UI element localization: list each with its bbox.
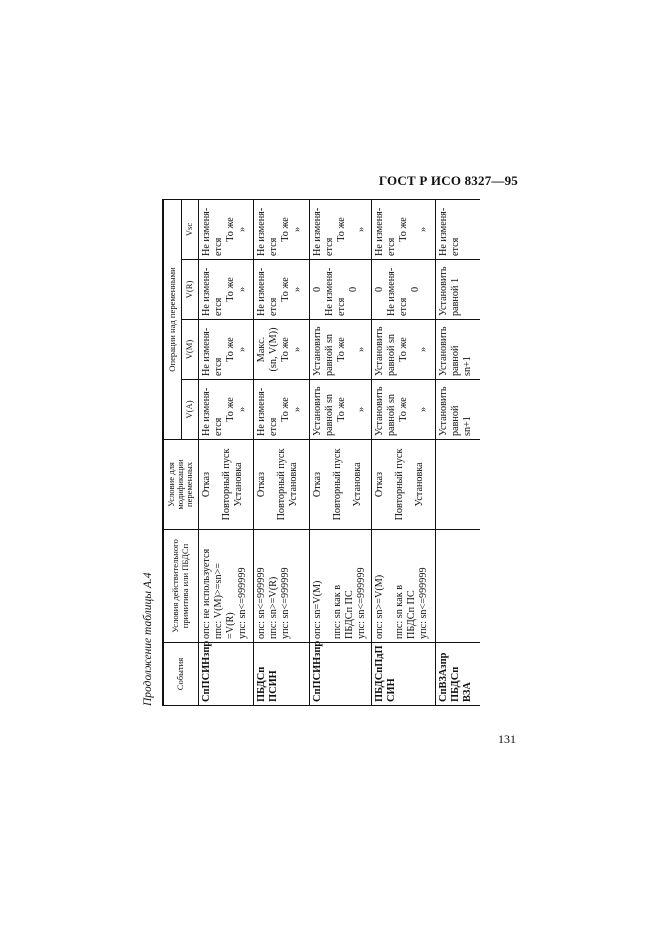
vsc-cell: Не изменя- ется То же » (198, 199, 253, 259)
event-cell: СпПСИНзпр (198, 643, 253, 706)
table-row (309, 199, 371, 705)
conditions-cell: опс: sn<=999999 ппс: sn>=V(R) упс: sn<=999999 (253, 530, 309, 643)
vsc-cell: Не изменя- ется То же » (309, 199, 371, 259)
event-cell: СпВЗАзпр ПБДСп ВЗА (435, 643, 480, 706)
variables-table (162, 199, 480, 706)
col-header-vsc: Vsc (181, 199, 198, 259)
vr-cell: 0 Не изменя- ется 0 (309, 260, 371, 320)
va-cell: Не изменя- ется То же » (253, 380, 309, 440)
vr-cell: 0 Не изменя- ется 0 (371, 260, 435, 320)
va-cell: Установить равной sn То же » (371, 380, 435, 440)
va-cell: Установить равной sn То же » (309, 380, 371, 440)
modification-cell: Отказ Повторный пуск Установка (309, 440, 371, 530)
vm-cell: Макс. (sn, V(M)) То же » (253, 320, 309, 380)
col-header-conditions: Условия действительного примитива или ПБДСп (163, 530, 198, 643)
page-number: 131 (498, 732, 516, 746)
modification-cell: Отказ Повторный пуск Установка (198, 440, 253, 530)
vsc-cell: Не изменя- ется То же » (253, 199, 309, 259)
modification-cell (435, 440, 480, 530)
standard-header: ГОСТ Р ИСО 8327—95 (378, 173, 518, 188)
table-row (435, 199, 480, 705)
rotated-table-block (142, 200, 500, 706)
vm-cell: Установить равной sn То же » (309, 320, 371, 380)
conditions-cell (435, 530, 480, 643)
table-row (198, 199, 253, 705)
va-cell: Не изменя- ется То же » (198, 380, 253, 440)
col-header-modification: Условие для модификации переменных (163, 440, 198, 530)
modification-cell: Отказ Повторный пуск Установка (371, 440, 435, 530)
table-caption: Продолжение таблицы А.4 (142, 572, 154, 706)
conditions-cell: опс: не используется ппс: V(M)>=sn>= =V(R) упс: sn<=999999 (198, 530, 253, 643)
vm-cell: Установить равной sn+1 (435, 320, 480, 380)
vsc-cell: Не изменя- ется То же » (371, 199, 435, 259)
vm-cell: Не изменя- ется То же » (198, 320, 253, 380)
vr-cell: Установить равной 1 (435, 260, 480, 320)
conditions-cell: опс: sn>=V(M) ппс: sn как в ПБДСп ПС упс: sn<=999999 (371, 530, 435, 643)
event-cell: СпПСИНзпр (309, 643, 371, 706)
modification-cell: Отказ Повторный пуск Установка (253, 440, 309, 530)
col-header-vr: V(R) (181, 260, 198, 320)
vr-cell: Не изменя- ется То же » (253, 260, 309, 320)
col-header-va: V(A) (181, 380, 198, 440)
col-header-vm: V(M) (181, 320, 198, 380)
va-cell: Установить равной sn+1 (435, 380, 480, 440)
conditions-cell: опс: sn=V(M) ппс: sn как в ПБДСп ПС упс: sn<=999999 (309, 530, 371, 643)
table-row (253, 199, 309, 705)
vsc-cell: Не изменя- ется (435, 199, 480, 259)
vm-cell: Установить равной sn То же » (371, 320, 435, 380)
col-header-operations: Операции над переменными (163, 199, 181, 439)
col-header-event: События (163, 643, 198, 706)
event-cell: ПБДСп ПСИН (253, 643, 309, 706)
vr-cell: Не изменя- ется То же » (198, 260, 253, 320)
event-cell: ПБДСпПдП СИН (371, 643, 435, 706)
table-row (371, 199, 435, 705)
